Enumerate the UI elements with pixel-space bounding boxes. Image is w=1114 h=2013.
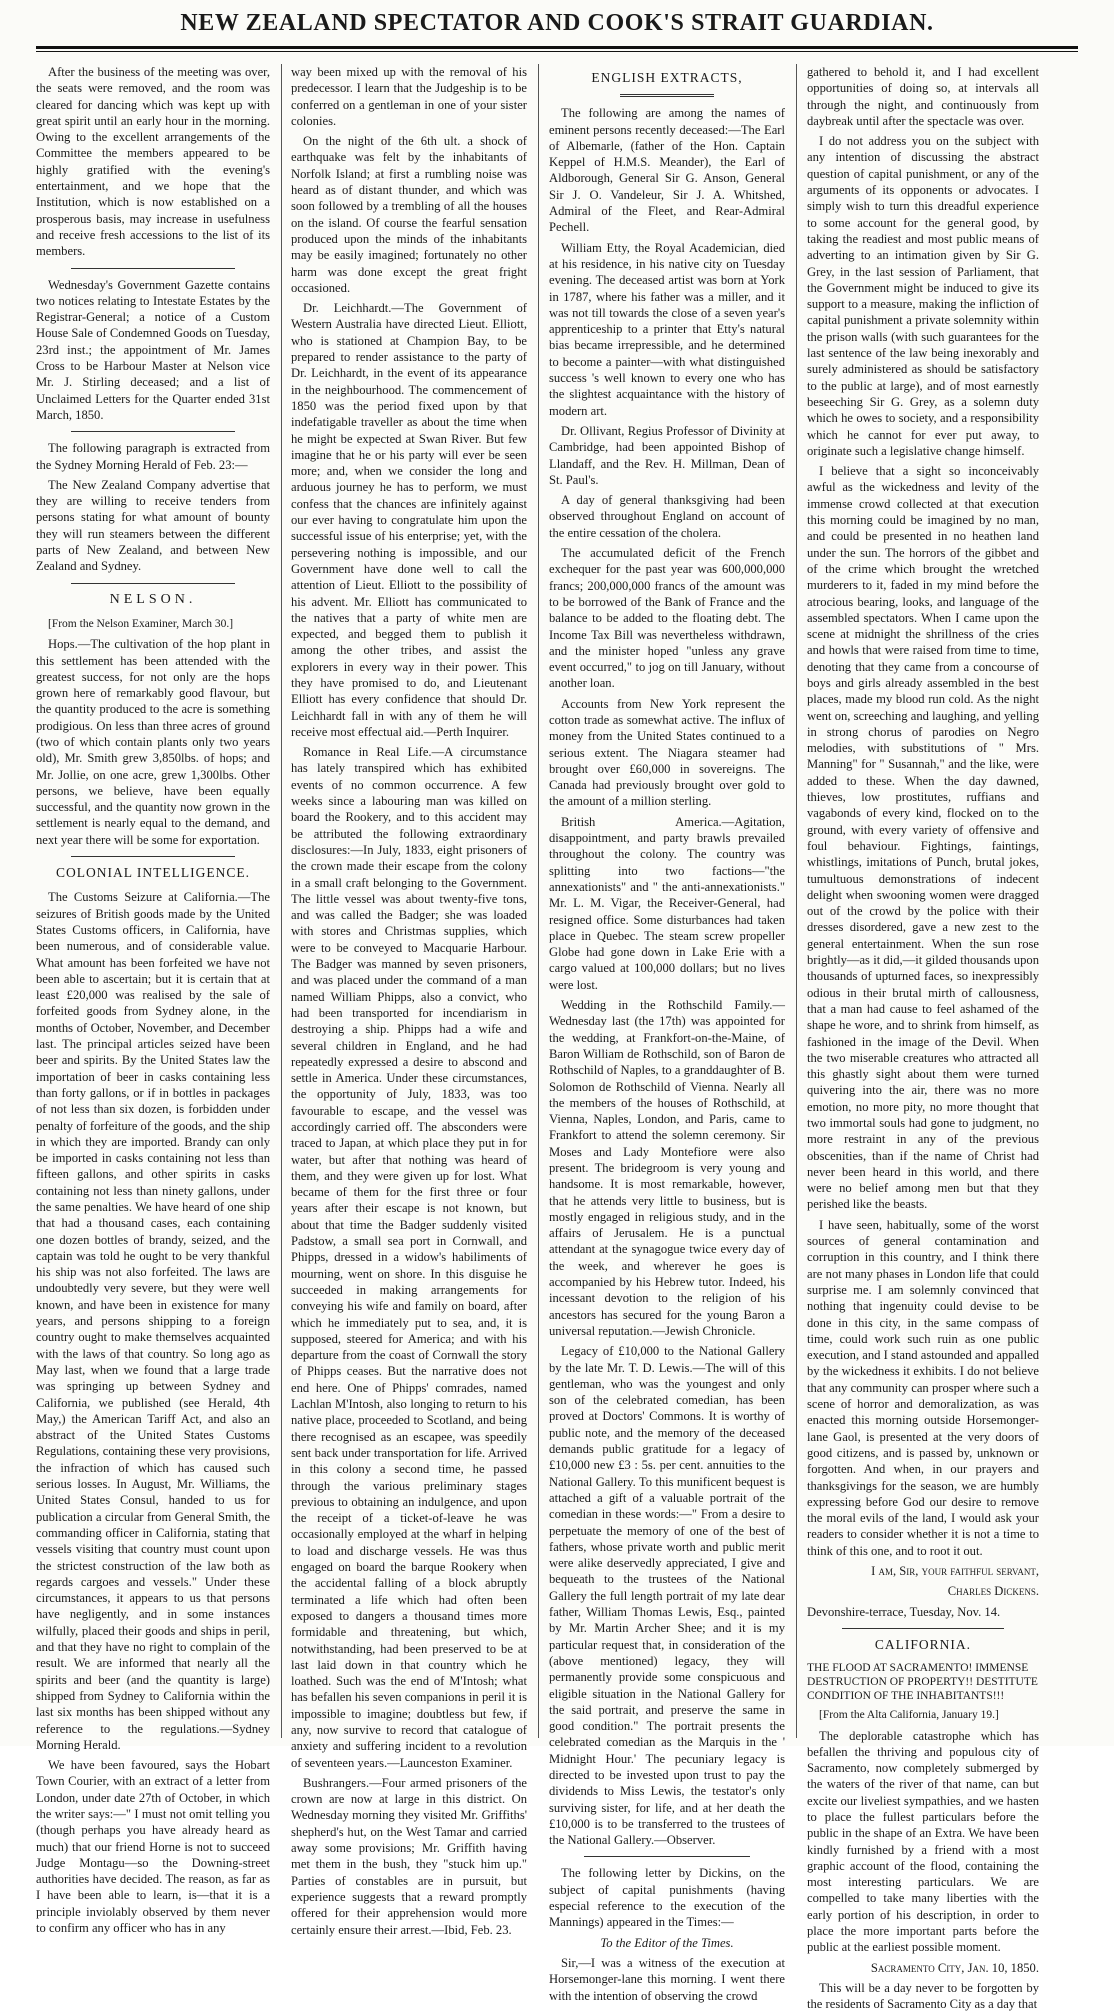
article-paragraph: The Customs Seizure at California.—The seizures of British goods made by the United States Customs officers, in California, have been numerous, and of considerable value. What amount has been forfeited we have not been able to ascertain; but it is certain that at least £20,000 was realised by the sale of forfeited goods from Sydney alone, in the months of October, November, and December last. The principal articles seized have been beer and spirits. By the United States law the importation of beer in casks containing less than forty gallons, or if in bottles in packages of not less than six dozen, is forbidden under penalty of forfeiture of the goods, and the ship in which they are imported. Brandy can only be imported in casks containing not less than fifteen gallons, and other spirits in casks containing not less than ninety gallons, under the same penalties. We have heard of one ship that had a thousand cases, each containing one dozen bottles of brandy, seized, and the captain was told he ought to be very thankful his ship was not also forfeited. The laws are undoubtedly very severe, but they were well known, and have been in existence for many years, and persons shipping to a foreign country ought to make themselves acquainted with the laws of that country. So long ago as May last, when we found that a large trade was springing up between Sydney and California, we published (see Herald, 4th May,) the American Tariff Act, and also an abstract of the United States Customs Regulations, containing these very provisions, the infraction of which has caused such serious losses. In August, Mr. Williams, the United States Consul, handed to us for publication a circular from General Smith, the commanding officer in California, stating that vessels visiting that country must count upon the strictest construction of the law both as regards cargoes and vessels." Under these circumstances, it appears to us that persons have negligently, and in some instances wilfully, placed their goods and ships in peril, and that they have no right to complain of the result. We are informed that nearly all the spirits and beer (and the quantity is large) shipped from Sydney to California within the last six months has been shipped without any reference to the regulations.—Sydney Morning Herald. bbox=[36, 890, 270, 1752]
section-heading-colonial: COLONIAL INTELLIGENCE. bbox=[56, 865, 250, 881]
separator bbox=[71, 583, 235, 584]
article-paragraph: Bushrangers.—Four armed prisoners of the crown are now at large in this district. On Wednesday morning they visited Mr. Griffiths' shepherd's hut, on the West Tamar and carried away some provisions; Mr. Griffith having met them in the bush, they "stuck him up." Parties of constables are in pursuit, but experience suggests that a reward promptly offered for their apprehension would more certainly ensure their arrest.—Ibid, Feb. 23. bbox=[291, 1775, 527, 1937]
section-heading-english: ENGLISH EXTRACTS, bbox=[591, 70, 743, 85]
separator bbox=[842, 1628, 1004, 1629]
separator bbox=[71, 268, 235, 269]
page-title: NEW ZEALAND SPECTATOR AND COOK'S STRAIT GUARDIAN. bbox=[180, 10, 934, 36]
column-2 bbox=[291, 64, 527, 1937]
article-paragraph: Sir,—I was a witness of the execution at Horsemonger-lane this morning. I went there with the intention of observing the crowd bbox=[549, 1955, 785, 2003]
article-paragraph: Dr. Leichhardt.—The Government of Western Australia have directed Lieut. Elliott, who is stationed at Champion Bay, to be prepared to render assistance to the party of Dr. Leichhardt, in the event of its appearance in the neighbourhood. The commencement of 1850 was the period fixed upon by that indefatigable traveller as about the time when he might be expected at Swan River. But few imagine that he or his party will ever be seen more; and, when we consider the long and arduous journey he has to perform, we must confess that the chances are infinitely against our ever having to congratulate him upon the successful issue of his enterprise; yet, with the persevering nothing is impossible, and our Government have done well to call the attention of Lieut. Elliott to the possibility of his advent. Mr. Elliott has communicated to the natives that a party of white men are expected, and begged them to publish it among the other tribes, and assist the explorers in every way in their power. This they have promised to do, and Lieutenant Elliott has every confidence that should Dr. Leichhardt fall in with any of them he will receive most effectual aid.—Perth Inquirer. bbox=[291, 301, 527, 739]
column-4 bbox=[807, 64, 1039, 2012]
article-paragraph: This will be a day never to be forgotten by the residents of Sacramento City as a day that bbox=[807, 1980, 1039, 2012]
column-3 bbox=[549, 64, 785, 2003]
article-paragraph: Hops.—The cultivation of the hop plant in this settlement has been attended with the greatest success, for not only are the hops grown here of remarkably good flavour, but the quantity produced to the acre is something prodigious. On less than three acres of ground (two of which contain plants only two years old), Mr. Smith grew 3,850lbs. of hops; and Mr. Jollie, on one acre, grew 1,300lbs. Other persons, we believe, have been equally successful, and the quantity now grown in the settlement is nearly equal to the demand, and next year there will be some for exportation. bbox=[36, 637, 270, 847]
article-paragraph: The deplorable catastrophe which has befallen the thriving and populous city of Sacramento, now completely submerged by the waters of the river of that name, can but excite our liveliest sympathies, and we hasten to place the fullest particulars before the public in the shape of an Extra. We have been kindly furnished by a friend with a most graphic account of the flood, containing the most interesting particulars. We are compelled to take many liberties with the early portion of his description, in order to place the more important parts before the public at the earliest possible moment. bbox=[807, 1728, 1039, 1955]
article-paragraph: I have seen, habitually, some of the worst sources of general contamination and corruption in this country, and I think there are not many phases in London life that could surprise me. I am solemnly convinced that nothing that ingenuity could devise to be done in this city, in the same compass of time, could work such ruin as one public execution, and I stand astounded and appalled by the wickedness it exhibits. I do not believe that any community can prosper where such a scene of horror and demoralization, as was enacted this morning outside Horsemonger-lane Gaol, is presented at the very doors of good citizens, and is passed by, unknown or forgotten. And when, in our prayers and thanksgivings for the season, we are humbly expressing before God our desire to remove the moral evils of the land, I would ask your readers to consider whether it is not a time to think of this one, and to root it out. bbox=[807, 1217, 1039, 1558]
separator bbox=[71, 431, 235, 432]
article-paragraph: Legacy of £10,000 to the National Gallery by the late Mr. T. D. Lewis.—The will of this gentleman, who was the youngest and only son of the celebrated comedian, has been proved at Doctors' Commons. It is worthy of public note, and the memory of the deceased demands public gratitude for a legacy of £10,000 new £3 : 5s. per cent. annuities to the National Gallery. To this munificent bequest is attached a gift of a valuable portrait of the comedian in these words:—" From a desire to perpetuate the memory of one of the best of fathers, whose private worth and public merit were alike deservedly appreciated, I give and bequeath to the trustees of the National Gallery the full length portrait of my late dear father, William Thomas Lewis, Esq., painted by Mr. Martin Archer Shee; and it is my particular request that, in consideration of the (above mentioned) legacy, they will permanently provide some conspicuous and eligible situation in the National Gallery for the said portrait, and preserve the same in good condition." The portrait presents the celebrated comedian as the Marquis in the ' Midnight Hour.' The pecuniary legacy is directed to be invested upon trust to pay the dividends to Miss Lewis, the testator's only surviving sister, for life, and at her death the £10,000 is to be transferred to the trustees of the National Gallery.—Observer. bbox=[549, 1344, 785, 1848]
article-paragraph: Wednesday's Government Gazette contains two notices relating to Intestate Estates by the Registrar-General; a notice of a Custom House Sale of Condemned Goods on Tuesday, 23rd inst.; the appointment of Mr. James Cross to be Harbour Master at Nelson vice Mr. J. Stirling deceased; and a list of Unclaimed Letters for the Quarter ended 31st March, 1850. bbox=[36, 277, 270, 422]
source-line: [From the Nelson Examiner, March 30.] bbox=[48, 617, 234, 630]
article-paragraph: Romance in Real Life.—A circumstance has lately transpired which has exhibited events of no common occurrence. A few weeks since a labouring man was killed on board the Rookery, and to this accident may be attributed the following extraordinary disclosures:—In July, 1833, eight prisoners of the crown made their escape from the colony in a small craft belonging to the Government. The little vessel was about twenty-five tons, and was called the Badger; she was loaded with stores and Christmas supplies, which were to be conveyed to Macquarie Harbour. The Badger was manned by seven prisoners, and was placed under the command of a man named William Phipps, also a convict, who had been transported for incendiarism in destroying a ship. Phipps had a wife and several children in England, and he had repeatedly expressed a desire to abscond and settle in America. Under these circumstances, the opportunity of July, 1833, was too favourable to escape, and the vessel was accordingly carried off. The absconders were traced to Japan, at which place they put in for water, but after that nothing was heard of them, and they were given up for lost. What became of them for the first three or four years after their escape is not known, but about that time the Badger suddenly visited Padstow, a small sea port in Cornwall, and Phipps, dressed in a widow's habiliments of mourning, went on shore. In this disguise he succeeded in making arrangements for conveying his wife and family on board, after which he immediately put to sea, and, it is supposed, steered for America; and with his departure from the coast of Cornwall the story of Phipps ceases. But the narrative does not end here. One of Phipps' comrades, named Lachlan M'Intosh, also longing to return to his native place, proceeded to Scotland, and being there recognised as an escapee, was speedily sent back under transportation for life. Arrived in this colony a second time, he passed through the various preliminary stages previous to obtaining an indulgence, and upon the receipt of a ticket-of-leave he was occasionally employed at the wharf in helping to load and discharge vessels. He was thus engaged on board the barque Rookery when the accidental falling of a block abruptly terminated a life which had often been exposed to dangers a thousand times more formidable and threatening, but which, notwithstanding, had been preserved to be at last laid down in that country which he loathed. Such was the end of M'Intosh; what has befallen his seven companions in peril it is impossible to imagine; doubtless but few, if any, now survive to record that catalogue of anxiety and suffering incident to a revolution of seventeen years.—Launceston Examiner. bbox=[291, 745, 527, 1770]
article-paragraph: A day of general thanksgiving had been observed throughout England on account of the entire cessation of the cholera. bbox=[549, 493, 785, 540]
column-divider bbox=[538, 64, 539, 1738]
column-divider bbox=[281, 64, 282, 1738]
article-paragraph: On the night of the 6th ult. a shock of earthquake was felt by the inhabitants of Norfolk Island; at first a rumbling noise was heard as of distant thunder, and which was soon followed by a trembling of all the houses on the island. Of course the fearful sensation produced upon the minds of the inhabitants may be easily imagined; fortunately no other harm was done except the great fright occasioned. bbox=[291, 134, 527, 295]
letter-addressee: To the Editor of the Times. bbox=[600, 1935, 734, 1950]
separator bbox=[620, 94, 714, 97]
article-paragraph: Wedding in the Rothschild Family.—Wednesday last (the 17th) was appointed for the wedding, at Frankfort-on-the-Maine, of Baron William de Rothschild, son of Baron de Rothschild of Naples, to a granddaughter of B. Solomon de Rothschild of Vienna. Nearly all the members of the houses of Rothschild, at Vienna, Naples, London, and Paris, came to Frankfort to attend the solemn ceremony. Sir Moses and Lady Montefiore were also present. The bridegroom is very young and handsome. It is most remarkable, however, that he attends very little to business, but is mostly engaged in religious study, and in the affairs of Jerusalem. He is a punctual attendant at the synagogue twice every day of the week, and wherever he goes is accompanied by his Hebrew tutor. Indeed, his incessant devotion to the religion of his ancestors has secured for the young Baron a universal reputation.—Jewish Chronicle. bbox=[549, 998, 785, 1338]
signature-address: Devonshire-terrace, Tuesday, Nov. 14. bbox=[807, 1604, 1001, 1619]
separator bbox=[71, 856, 235, 857]
article-paragraph: I do not address you on the subject with any intention of discussing the abstract question of capital punishment, or any of the arguments of its opponents or advocates. I simply wish to turn this dreadful experience to some account for the general good, by taking the readiest and most public means of adverting to an intimation given by Sir G. Grey, in the last session of Parliament, that the Government might be induced to give its support to a measure, making the infliction of capital punishment a private solemnity within the prison walls (with such guarantees for the last sentence of the law being inexorably and surely administered as should be satisfactory to the public at large), and of most earnestly beseeching Sir G. Grey, as a solemn duty which he owes to society, and a responsibility which he cannot for ever put away, to originate such a legislative change himself. bbox=[807, 134, 1039, 458]
masthead-rule-thick bbox=[36, 46, 1078, 49]
signature-name: Charles Dickens. bbox=[947, 1584, 1039, 1599]
column-divider bbox=[796, 64, 797, 1738]
article-paragraph: After the business of the meeting was over, the seats were removed, and the room was cleared for dancing which was kept up with great spirit until an early hour in the morning. Owing to the excellent arrangements of the Committee the members appeared to be highly gratified with the evening's entertainment, and we hope that the Institution, which is now established on a prosperous basis, may increase in usefulness and receive fresh accessions to the list of its members. bbox=[36, 65, 270, 259]
article-paragraph: The following letter by Dickins, on the subject of capital punishments (having especial reference to the execution of the Mannings) appeared in the Times:— bbox=[549, 1866, 785, 1930]
section-heading-nelson: NELSON. bbox=[109, 591, 197, 607]
article-paragraph: Accounts from New York represent the cotton trade as somewhat active. The influx of money from the United States continued to a serious extent. The Niagara steamer had brought over £60,000 in sovereigns. The Canada had previously brought over gold to the amount of a million sterling. bbox=[549, 696, 785, 809]
masthead-rule-thin bbox=[36, 51, 1078, 52]
signature-line: I am, Sir, your faithful servant, bbox=[871, 1564, 1039, 1579]
article-paragraph: Dr. Ollivant, Regius Professor of Divinity at Cambridge, had been appointed Bishop of Llandaff, and the Rev. H. Millman, Dean of St. Paul's. bbox=[549, 423, 785, 487]
article-paragraph: The following paragraph is extracted from the Sydney Morning Herald of Feb. 23:— bbox=[36, 441, 270, 472]
masthead bbox=[0, 0, 1114, 50]
section-heading-california: CALIFORNIA. bbox=[874, 1636, 972, 1652]
source-line: [From the Alta California, January 19.] bbox=[819, 1709, 999, 1722]
subheading-flood: THE FLOOD AT SACRAMENTO! IMMENSE DESTRUCTION OF PROPERTY!! DESTITUTE CONDITION OF THE INHABITANTS!!! bbox=[807, 1662, 1038, 1703]
article-paragraph: The New Zealand Company advertise that they are willing to receive tenders from persons stating for what amount of bounty they will run steamers between the different parts of New Zealand, and between New Zealand and Sydney. bbox=[36, 477, 270, 574]
column-1 bbox=[36, 64, 270, 1936]
article-paragraph: I believe that a sight so inconceivably awful as the wickedness and levity of the immense crowd collected at that execution this morning could be imagined by no man, and could be presented in no heathen land under the sun. The horrors of the gibbet and of the crime which brought the wretched murderers to it, faded in my mind before the atrocious bearing, looks, and language of the assembled spectators. When I came upon the scene at midnight the shrillness of the cries and howls that were raised from time to time, denoting that they came from a concourse of boys and girls already assembled in the best places, made my blood run cold. As the night went on, screeching and laughing, and yelling in strong chorus of parodies on Negro melodies, with substitutions of " Mrs. Manning" for " Susannah," and the like, were added to these. When the day dawned, thieves, low prostitutes, ruffians and vagabonds of every kind, flocked on to the ground, with every variety of offensive and foul behaviour. Fightings, faintings, whistlings, imitations of Punch, brutal jokes, tumultuous demonstrations of indecent delight when swooning women were dragged out of the crowd by the police with their dresses disordered, gave a new zest to the general entertainment. When the sun rose brightly—as it did,—it gilded thousands upon thousands of upturned faces, so inexpressibly odious in their brutal mirth of callousness, that a man had cause to feel ashamed of the shape he wore, and to shrink from himself, as fashioned in the image of the Devil. When the two miserable creatures who attracted all this ghastly sight about them were turned quivering into the air, there was no more emotion, no more pity, no more thought that two immortal souls had gone to judgment, no more restraint in any of the previous obscenities, than if the name of Christ had never been heard in this world, and there were no belief among men but that they perished like the beasts. bbox=[807, 464, 1039, 1212]
article-paragraph: way been mixed up with the removal of his predecessor. I learn that the Judgeship is to be conferred on a gentleman in one of your sister colonies. bbox=[291, 65, 527, 128]
separator bbox=[584, 1856, 749, 1857]
article-paragraph: William Etty, the Royal Academician, died at his residence, in his native city on Tuesday evening. The deceased artist was born at York in 1787, where his father was a miller, and it was not till towards the close of a seven year's apprenticeship to a printer that Etty's natural bias became irrepressible, and he determined to become a painter—with what distinguished success 's well known to every one who has the slightest acquaintance with the history of modern art. bbox=[549, 240, 785, 418]
article-paragraph: The following are among the names of eminent persons recently deceased:—The Earl of Albemarle, (father of the Hon. Captain Keppel of H.M.S. Meander), the Earl of Aldborough, General Sir G. Anson, General Sir J. O. Vandeleur, Sir J. A. Whitshed, Admiral of the Fleet, and Rear-Admiral Pechell. bbox=[549, 106, 785, 235]
article-paragraph: gathered to behold it, and I had excellent opportunities of doing so, at intervals all through the night, and continuously from daybreak until after the spectacle was over. bbox=[807, 65, 1039, 128]
article-paragraph: British America.—Agitation, disappointment, and party brawls prevailed throughout the colony. The country was splitting into two factions—"the annexationists" and " the anti-annexationists." Mr. L. M. Vigar, the Receiver-General, had resigned office. Some disturbances had taken place in Quebec. The steam screw propeller Globe had gone down in Lake Erie with a cargo valued at 100,000 dollars; but no lives were lost. bbox=[549, 814, 785, 992]
dateline: Sacramento City, Jan. 10, 1850. bbox=[870, 1960, 1039, 1975]
article-paragraph: We have been favoured, says the Hobart Town Courier, with an extract of a letter from London, under date 27th of October, in which the writer says:—" I must not omit telling you (though perhaps you have already heard as much) that our friend Horne is not to succeed Judge Montagu—so the Downing-street authorities have decided. The reason, as far as I have been able to learn, is—that it is a principle inviolably observed by them never to confirm any officer who has in any bbox=[36, 1758, 270, 1936]
article-paragraph: The accumulated deficit of the French exchequer for the past year was 600,000,000 francs; 200,000,000 francs of the amount was to be borrowed of the Bank of France and the balance to be added to the floating debt. The Income Tax Bill was nevertheless withdrawn, and the minister hoped "unless any grave event occurred," to jog on till January, without another loan. bbox=[549, 546, 785, 691]
